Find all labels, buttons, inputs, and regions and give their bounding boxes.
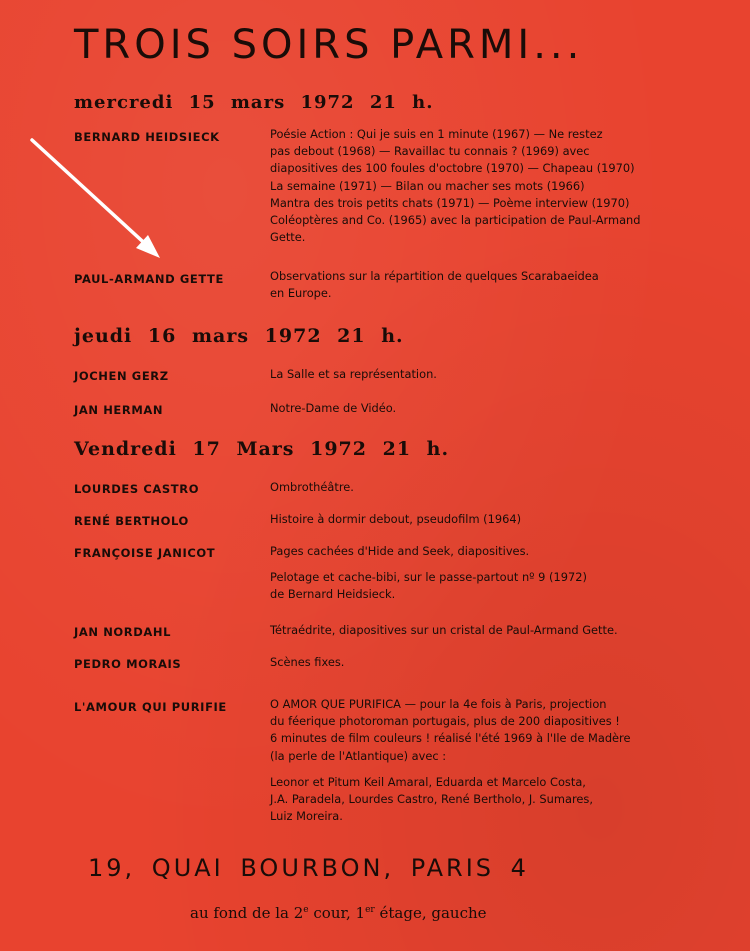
performance-description [270, 654, 710, 671]
description-line: Leonor et Pitum Keil Amaral, Eduarda et Marcelo Costa, [270, 775, 586, 789]
description-line: 6 minutes de film couleurs ! réalisé l'été 1969 à l'Ile de Madère [270, 731, 631, 746]
performance-description [270, 268, 710, 302]
performance-description [270, 543, 710, 560]
description-line: du féerique photoroman portugais, plus de 200 diapositives ! [270, 714, 620, 729]
description-line: Notre-Dame de Vidéo. [270, 401, 397, 415]
description-line: pas debout (1968) — Ravaillac tu connais ? (1969) avec [270, 144, 590, 159]
description-line: Gette. [270, 230, 306, 245]
ordinal-suffix: e [303, 905, 309, 915]
performance-description [270, 479, 710, 496]
artist-name: L'AMOUR QUI PURIFIE [74, 700, 227, 714]
description-line: (la perle de l'Atlantique) avec : [270, 748, 447, 763]
description-line: O AMOR QUE PURIFICA — pour la 4e fois à Paris, projection [270, 697, 607, 711]
description-line: Mantra des trois petits chats (1971) — Poème interview (1970) [270, 195, 630, 210]
description-line: Coléoptères and Co. (1965) avec la participation de Paul-Armand [270, 213, 641, 228]
performance-description-extra [270, 774, 710, 826]
ordinal-suffix: er [365, 905, 375, 915]
date-heading-thursday: jeudi 16 mars 1972 21 h. [74, 325, 404, 347]
venue-directions [190, 904, 487, 922]
performance-description-extra [270, 569, 710, 603]
description-line: de Bernard Heidsieck. [270, 587, 396, 602]
artist-name: LOURDES CASTRO [74, 482, 200, 496]
artist-name: JOCHEN GERZ [74, 369, 169, 383]
description-line: Ombrothéâtre. [270, 480, 354, 494]
description-line: Pages cachées d'Hide and Seek, diapositives. [270, 544, 530, 558]
description-line: Pelotage et cache-bibi, sur le passe-partout nº 9 (1972) [270, 570, 587, 584]
venue-address: 19, QUAI BOURBON, PARIS 4 [88, 854, 529, 882]
poster-title: TROIS SOIRS PARMI... [74, 22, 584, 68]
description-line: en Europe. [270, 286, 332, 301]
performance-description [270, 622, 710, 639]
description-line: Observations sur la répartition de quelques Scarabaeidea [270, 269, 599, 283]
directions-text: cour, 1 [308, 904, 366, 922]
performance-description [270, 400, 710, 417]
description-line: diapositives des 100 foules d'octobre (1970) — Chapeau (1970) [270, 161, 635, 176]
artist-name: PEDRO MORAIS [74, 657, 182, 671]
artist-name: FRANÇOISE JANICOT [74, 546, 216, 560]
performance-description [270, 511, 710, 528]
description-line: La semaine (1971) — Bilan ou macher ses mots (1966) [270, 178, 585, 193]
artist-name: PAUL-ARMAND GETTE [74, 272, 224, 286]
description-line: Histoire à dormir debout, pseudofilm (1964) [270, 512, 522, 526]
artist-name: JAN HERMAN [74, 403, 164, 417]
description-line: Luiz Moreira. [270, 809, 343, 824]
description-line: Scènes fixes. [270, 655, 345, 669]
performance-description [270, 696, 710, 765]
directions-text: étage, gauche [374, 904, 487, 922]
date-heading-friday: Vendredi 17 Mars 1972 21 h. [74, 438, 450, 460]
artist-name: BERNARD HEIDSIECK [74, 130, 220, 144]
performance-description [270, 366, 710, 383]
artist-name: JAN NORDAHL [74, 625, 172, 639]
description-line: La Salle et sa représentation. [270, 367, 437, 381]
description-line: Tétraédrite, diapositives sur un cristal de Paul-Armand Gette. [270, 623, 618, 637]
artist-name: RENÉ BERTHOLO [74, 514, 189, 528]
arrow-down-right-icon [28, 136, 168, 266]
performance-description [270, 126, 710, 246]
date-heading-wednesday: mercredi 15 mars 1972 21 h. [74, 92, 434, 113]
directions-text: au fond de la 2 [190, 904, 304, 922]
description-line: J.A. Paradela, Lourdes Castro, René Bertholo, J. Sumares, [270, 792, 593, 807]
description-line: Poésie Action : Qui je suis en 1 minute (1967) — Ne restez [270, 127, 603, 141]
